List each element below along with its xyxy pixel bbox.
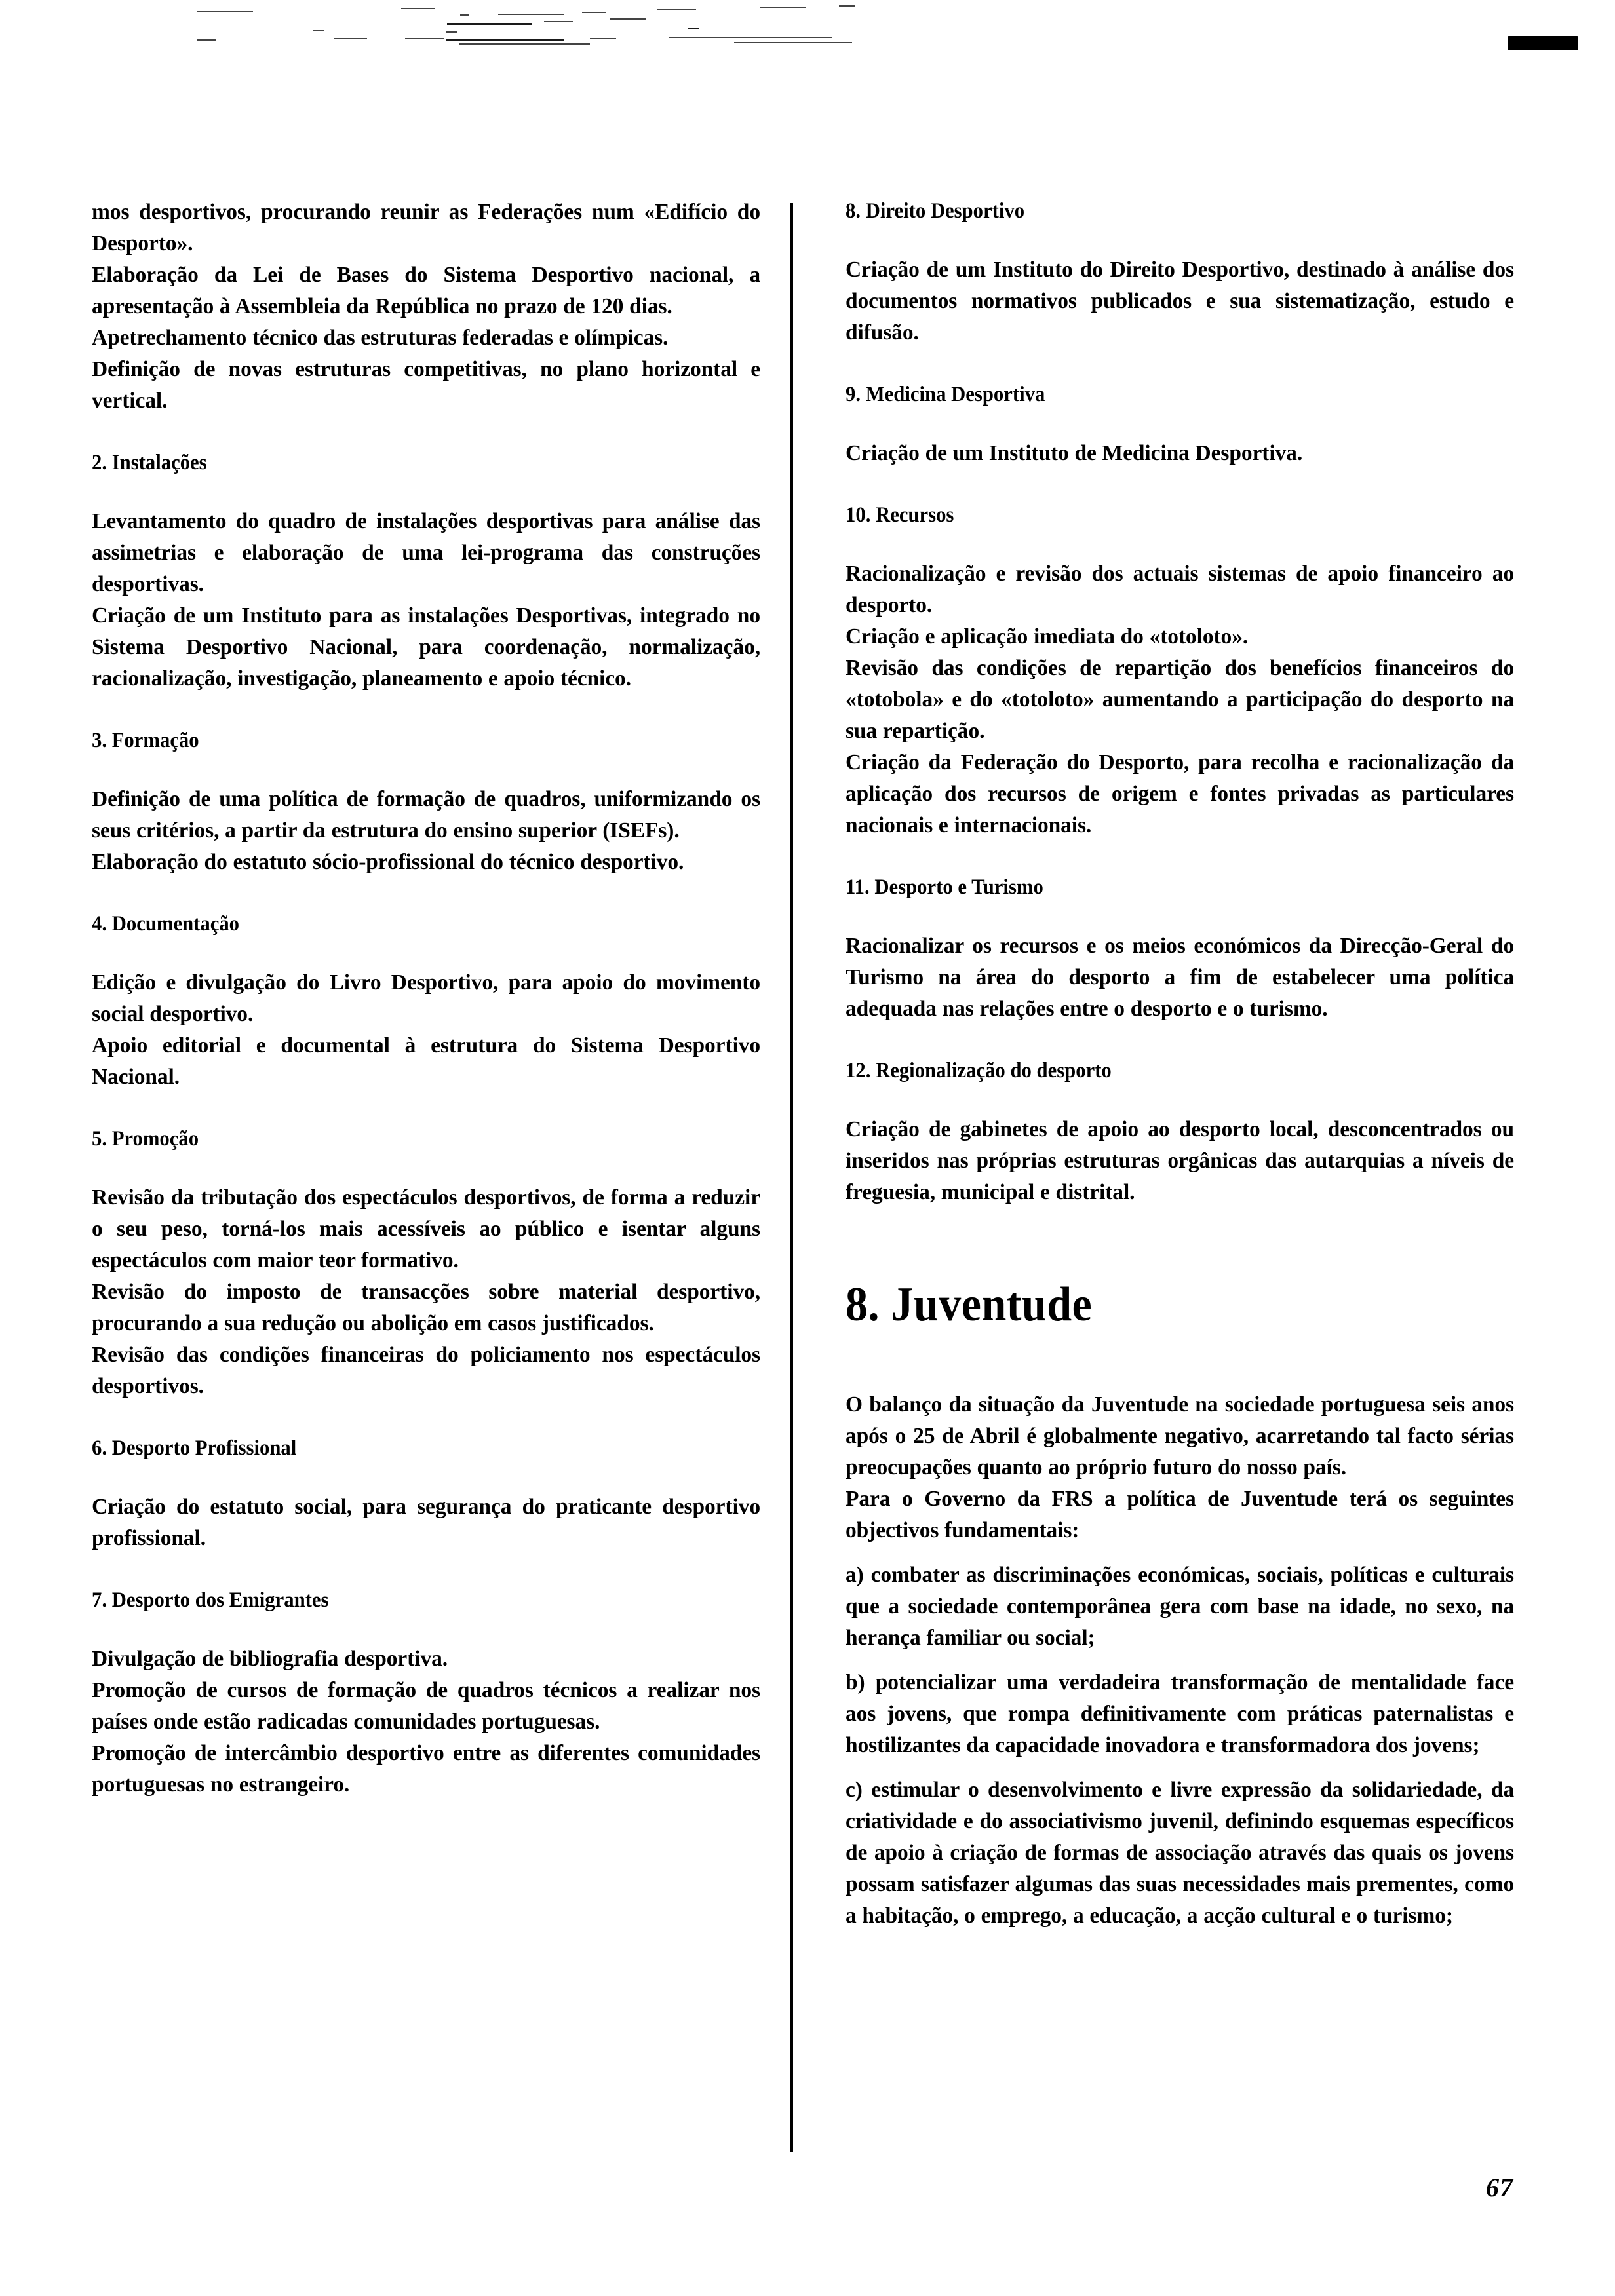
section-paragraph: Definição de uma política de formação de quadros, uniformizando os seus critérios, a partir da estrutura do ensino superior (ISEFs). xyxy=(92,787,760,843)
objective-item-b: b) potencializar uma verdadeira transformação de mentalidade face aos jovens, que rompa definitivamente com práticas paternalistas e hostilizantes da capacidade inovadora e transformadora dos jovens; xyxy=(846,1670,1514,1757)
section-paragraph: Elaboração do estatuto sócio-profissional do técnico desportivo. xyxy=(92,850,684,874)
scan-artifact-band xyxy=(0,0,1615,59)
section-heading-4: 4. Documentação xyxy=(92,912,240,936)
section-paragraph: Revisão do imposto de transacções sobre material desportivo, procurando a sua redução ou abolição em casos justificados. xyxy=(92,1280,760,1335)
section-paragraph: Criação de gabinetes de apoio ao desporto local, desconcentrados ou inseridos nas próprias estruturas orgânicas das autarquias a níveis de freguesia, municipal e distrital. xyxy=(846,1117,1514,1204)
chapter-intro-paragraph: O balanço da situação da Juventude na sociedade portuguesa seis anos após o 25 de Abril é globalmente negativo, acarretando tal facto sérias preocupações quanto ao próprio futuro do nosso país. xyxy=(846,1392,1514,1480)
section-paragraph: Revisão da tributação dos espectáculos desportivos, de forma a reduzir o seu peso, torná-los mais acessíveis ao público e isentar alguns espectáculos com maior teor formativo. xyxy=(92,1185,760,1272)
section-paragraph: Criação de um Instituto de Medicina Desportiva. xyxy=(846,441,1303,465)
section-paragraph: Racionalização e revisão dos actuais sistemas de apoio financeiro ao desporto. xyxy=(846,562,1514,617)
objective-item-c: c) estimular o desenvolvimento e livre expressão da solidariedade, da criatividade e do associativismo juvenil, definindo esquemas específicos de apoio à criação de formas de associação através das quais os jovens possam satisfazer algumas das suas necessidades mais prementes, como a habitação, o emprego, a educação, a acção cultural e o turismo; xyxy=(846,1778,1514,1928)
section-heading-12: 12. Regionalização do desporto xyxy=(846,1059,1112,1082)
continued-paragraph: Apetrechamento técnico das estruturas federadas e olímpicas. xyxy=(92,326,669,350)
section-paragraph: Revisão das condições de repartição dos benefícios financeiros do «totobola» e do «totoloto» aumentando a participação do desporto na sua repartição. xyxy=(846,656,1514,743)
section-heading-2: 2. Instalações xyxy=(92,451,207,474)
section-heading-11: 11. Desporto e Turismo xyxy=(846,875,1043,899)
section-heading-3: 3. Formação xyxy=(92,729,199,752)
two-column-body xyxy=(0,197,1615,2228)
section-heading-9: 9. Medicina Desportiva xyxy=(846,383,1045,406)
section-paragraph: Promoção de cursos de formação de quadros técnicos a realizar nos países onde estão radicadas comunidades portuguesas. xyxy=(92,1678,760,1734)
section-paragraph: Revisão das condições financeiras do policiamento nos espectáculos desportivos. xyxy=(92,1343,760,1398)
section-paragraph: Criação e aplicação imediata do «totoloto». xyxy=(846,624,1249,649)
section-heading-5: 5. Promoção xyxy=(92,1127,199,1151)
section-paragraph: Racionalizar os recursos e os meios económicos da Direcção-Geral do Turismo na área do desporto a fim de estabelecer uma política adequada nas relações entre o desporto e o turismo. xyxy=(846,934,1514,1021)
left-column xyxy=(92,197,760,1801)
section-heading-6: 6. Desporto Profissional xyxy=(92,1436,297,1460)
section-heading-7: 7. Desporto dos Emigrantes xyxy=(92,1588,329,1612)
section-heading-10: 10. Recursos xyxy=(846,503,954,527)
objective-item-a: a) combater as discriminações económicas, sociais, políticas e culturais que a sociedade contemporânea gera com base na idade, no sexo, na herança familiar ou social; xyxy=(846,1563,1514,1650)
section-paragraph: Criação do estatuto social, para segurança do praticante desportivo profissional. xyxy=(92,1495,760,1550)
section-paragraph: Divulgação de bibliografia desportiva. xyxy=(92,1647,448,1671)
section-paragraph: Edição e divulgação do Livro Desportivo, para apoio do movimento social desportivo. xyxy=(92,970,760,1026)
page-number: 67 xyxy=(1486,2173,1513,2202)
section-paragraph: Criação de um Instituto para as instalações Desportivas, integrado no Sistema Desportivo Nacional, para coordenação, normalização, racionalização, investigação, planeamento e apoio técnico. xyxy=(92,603,760,691)
continued-paragraph: mos desportivos, procurando reunir as Federações num «Edifício do Desporto». xyxy=(92,200,760,256)
section-paragraph: Criação de um Instituto do Direito Desportivo, destinado à análise dos documentos normativos publicados e sua sistematização, estudo e difusão. xyxy=(846,258,1514,345)
section-paragraph: Levantamento do quadro de instalações desportivas para análise das assimetrias e elaboração de uma lei-programa das construções desportivas. xyxy=(92,509,760,596)
right-column xyxy=(846,197,1514,1932)
chapter-intro-paragraph: Para o Governo da FRS a política de Juventude terá os seguintes objectivos fundamentais: xyxy=(846,1487,1514,1542)
section-paragraph: Apoio editorial e documental à estrutura do Sistema Desportivo Nacional. xyxy=(92,1033,760,1089)
section-paragraph: Promoção de intercâmbio desportivo entre as diferentes comunidades portuguesas no estrangeiro. xyxy=(92,1741,760,1797)
section-heading-8: 8. Direito Desportivo xyxy=(846,199,1025,223)
continued-paragraph: Definição de novas estruturas competitivas, no plano horizontal e vertical. xyxy=(92,357,760,413)
chapter-heading-juventude: 8. Juventude xyxy=(846,1278,1093,1331)
continued-paragraph: Elaboração da Lei de Bases do Sistema Desportivo nacional, a apresentação à Assembleia da República no prazo de 120 dias. xyxy=(92,263,760,318)
section-paragraph: Criação da Federação do Desporto, para recolha e racionalização da aplicação dos recursos de origem e fontes privadas as particulares nacionais e internacionais. xyxy=(846,750,1514,837)
